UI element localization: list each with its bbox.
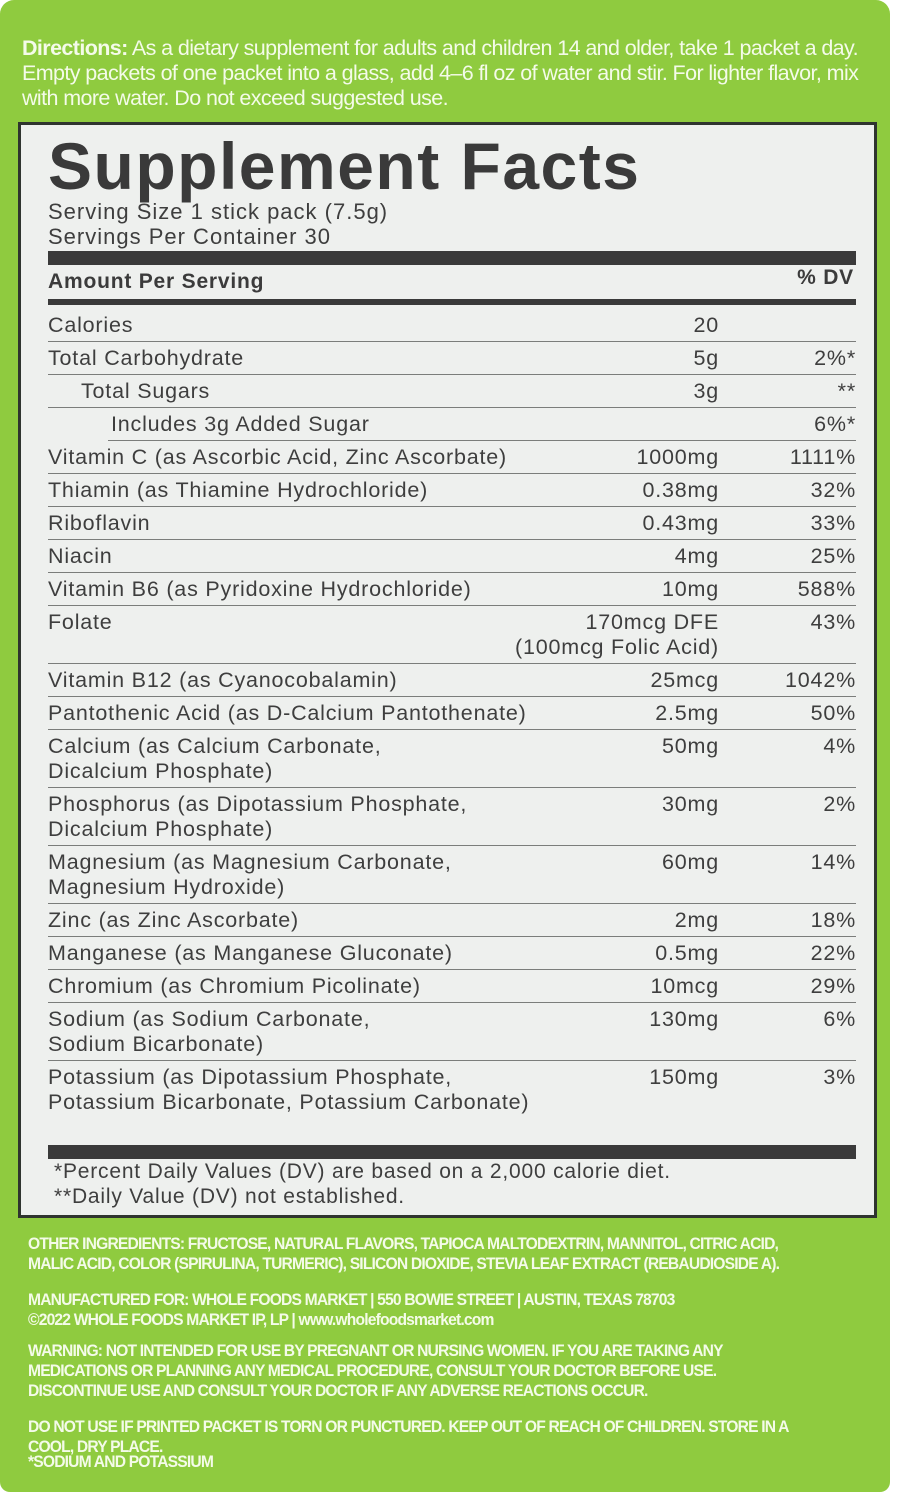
thick-divider-top [48, 251, 856, 265]
nutrient-row-phosphorus: Phosphorus (as Dipotassium Phosphate, Dicalcium Phosphate) 30mg 2% [48, 788, 856, 846]
nutrient-row-total-carbohydrate: Total Carbohydrate 5g 2%* [48, 342, 856, 375]
serving-size: Serving Size 1 stick pack (7.5g) [48, 199, 389, 224]
nutrient-table [48, 309, 856, 1118]
supplement-facts-panel [18, 122, 877, 1218]
nutrient-row-manganese: Manganese (as Manganese Gluconate) 0.5mg 22% [48, 937, 856, 970]
manufacturer-line: MANUFACTURED FOR: WHOLE FOODS MARKET | 550 BOWIE STREET | AUSTIN, TEXAS 78703 [28, 1290, 675, 1309]
copyright-line: ©2022 WHOLE FOODS MARKET IP, LP | www.wholefoodsmarket.com [28, 1310, 494, 1329]
sodium-potassium-note: *SODIUM AND POTASSIUM [28, 1452, 214, 1471]
divider-under-header [48, 299, 856, 305]
nutrient-row-vitamin-b12: Vitamin B12 (as Cyanocobalamin) 25mcg 1042% [48, 664, 856, 697]
amount-per-serving-header [48, 266, 856, 294]
footnote-dv: *Percent Daily Values (DV) are based on a 2,000 calorie diet. [54, 1160, 671, 1183]
serving-info [48, 199, 388, 249]
facts-title: Supplement Facts [48, 129, 641, 203]
footnotes [54, 1159, 671, 1209]
nutrient-row-magnesium: Magnesium (as Magnesium Carbonate, Magnesium Hydroxide) 60mg 14% [48, 846, 856, 904]
nutrient-row-vitamin-b6: Vitamin B6 (as Pyridoxine Hydrochloride) 10mg 588% [48, 573, 856, 606]
manufacturer-info [28, 1290, 810, 1330]
nutrient-row-niacin: Niacin 4mg 25% [48, 540, 856, 573]
directions-label: Directions: [22, 36, 128, 60]
directions-body: As a dietary supplement for adults and children 14 and older, take 1 packet a day. Empty packets of one packet into a glass, add 4–6 fl oz of water and stir. For lighter flavor, mix with more water. Do not exceed suggested use. [22, 36, 859, 110]
servings-per-container: Servings Per Container 30 [48, 224, 332, 249]
warning-text: WARNING: NOT INTENDED FOR USE BY PREGNANT OR NURSING WOMEN. IF YOU ARE TAKING ANY MEDICATIONS OR PLANNING ANY MEDICAL PROCEDURE, CONSULT YOUR DOCTOR BEFORE USE. DISCONTINUE USE AND CONSULT YOUR DOCTOR IF ANY ADVERSE REACTIONS OCCUR. [28, 1341, 723, 1400]
nutrient-row-total-sugars: Total Sugars 3g ** [48, 375, 856, 408]
nutrient-row-folate: Folate 170mcg DFE (100mcg Folic Acid) 43% [48, 606, 856, 664]
nutrient-row-pantothenic-acid: Pantothenic Acid (as D-Calcium Pantothenate) 2.5mg 50% [48, 697, 856, 730]
amount-header-label: Amount Per Serving [48, 270, 265, 293]
nutrient-row-zinc: Zinc (as Zinc Ascorbate) 2mg 18% [48, 904, 856, 937]
nutrient-row-calcium: Calcium (as Calcium Carbonate, Dicalcium Phosphate) 50mg 4% [48, 730, 856, 788]
other-ingredients: OTHER INGREDIENTS: FRUCTOSE, NATURAL FLAVORS, TAPIOCA MALTODEXTRIN, MANNITOL, CITRIC ACID, MALIC ACID, COLOR (SPIRULINA, TURMERIC), SILICON DIOXIDE, STEVIA LEAF EXTRACT (REBAUDIOSIDE A). [28, 1234, 780, 1273]
nutrient-row-vitamin-c: Vitamin C (as Ascorbic Acid, Zinc Ascorbate) 1000mg 1111% [48, 441, 856, 474]
nutrient-row-thiamin: Thiamin (as Thiamine Hydrochloride) 0.38mg 32% [48, 474, 856, 507]
nutrient-row-riboflavin: Riboflavin 0.43mg 33% [48, 507, 856, 540]
dv-header-label: % DV [797, 266, 854, 289]
nutrient-row-sodium: Sodium (as Sodium Carbonate, Sodium Bicarbonate) 130mg 6% [48, 1003, 856, 1061]
nutrient-row-potassium: Potassium (as Dipotassium Phosphate, Potassium Bicarbonate, Potassium Carbonate) 150mg 3% [48, 1065, 856, 1114]
thick-divider-bottom [48, 1145, 856, 1159]
nutrient-row-calories: Calories 20 [48, 309, 856, 342]
nutrient-row-added-sugar: Includes 3g Added Sugar 6%* [108, 408, 856, 441]
nutrient-row-chromium: Chromium (as Chromium Picolinate) 10mcg 29% [48, 970, 856, 1003]
directions-text [22, 36, 872, 111]
storage-text: DO NOT USE IF PRINTED PACKET IS TORN OR PUNCTURED. KEEP OUT OF REACH OF CHILDREN. STORE IN A COOL, DRY PLACE. [28, 1417, 789, 1456]
footnote-not-established: **Daily Value (DV) not established. [54, 1185, 405, 1208]
